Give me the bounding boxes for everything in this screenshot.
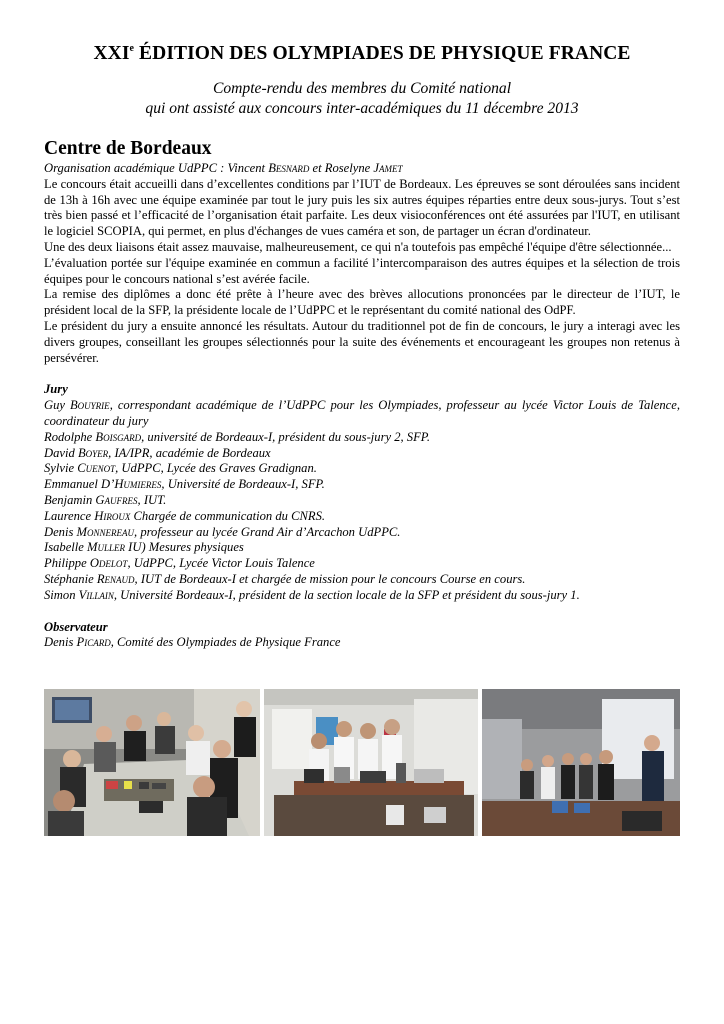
jury-examining-team-photo <box>44 689 260 836</box>
jury-member <box>44 588 680 604</box>
member-last-name: Humieres <box>114 477 162 492</box>
member-description: , IUT de Bordeaux-I et chargée de mission pour le concours Course en cours. <box>134 571 526 586</box>
member-last-name: Boyer <box>77 445 109 460</box>
jury-member <box>44 525 680 541</box>
paragraph: L’évaluation portée sur l'équipe examinée en commun a facilité l’intercomparaison des autres équipes et la sélection de trois équipes pour le concours national s’est avérée facile. <box>44 255 680 286</box>
member-first-name: Benjamin <box>44 492 96 507</box>
title-superscript: e <box>129 43 135 54</box>
organiser-name-1: Besnard <box>268 161 310 175</box>
member-last-name: Monnereau <box>76 524 135 539</box>
jury-list <box>44 398 680 603</box>
jury-member <box>44 398 680 430</box>
organisation-prefix: Organisation académique UdPPC : Vincent <box>44 161 269 175</box>
jury-member <box>44 493 680 509</box>
organisation-mid: et Roselyne <box>309 161 374 175</box>
subtitle-line-1: Compte-rendu des membres du Comité national <box>212 80 512 97</box>
member-last-name: Hiroux <box>94 508 131 523</box>
member-description: , UdPPC, Lycée des Graves Gradignan. <box>115 461 317 476</box>
organiser-name-2: Jamet <box>373 161 403 175</box>
observer-last-name: Picard <box>76 635 111 650</box>
member-last-name: Odelot <box>89 556 128 571</box>
jury-member <box>44 540 680 556</box>
observer-heading: Observateur <box>44 619 108 634</box>
jury-member <box>44 509 680 525</box>
member-description: , professeur au lycée Grand Air d’Arcachon UdPPC. <box>134 524 401 539</box>
paragraph: Une des deux liaisons était assez mauvaise, malheureusement, ce qui n'a toutefois pas empêché l'équipe d'être sélectionnée... <box>44 239 672 254</box>
member-first-name: Laurence <box>44 508 95 523</box>
paragraph: Le concours était accueilli dans d’excellentes conditions par l’IUT de Bordeaux. Les épreuves se sont déroulées sans incident de 13h à 16h avec une équipe examinée par tout le jury puis les six autres équipes réparties entre deux sous-jurys. Tout s’est très bien passé et l’efficacité de l’organisation était parfaite. Les deux visioconférences ont été assurées par l'IUT, en utilisant le logiciel SCOPIA, qui permet, en plus d'échanges de vues caméra et son, de partager un écran d'ordinateur. <box>44 176 680 239</box>
paragraph: La remise des diplômes a donc été prête à l’heure avec des brèves allocutions prononcées par le directeur de l’IUT, le président local de la SFP, la présidente locale de l’UdPPC et le représentant du comité national des OdPF. <box>44 287 680 318</box>
jury-member <box>44 477 680 493</box>
member-last-name: Boisgard <box>95 429 142 444</box>
member-last-name: Cuenot <box>77 461 116 476</box>
member-description: , UdPPC, Lycée Victor Louis Talence <box>127 556 315 571</box>
member-last-name: Bouyrie <box>69 398 110 413</box>
observer-first-name: Denis <box>44 635 77 650</box>
observer-description: , Comité des Olympiades de Physique France <box>110 635 341 650</box>
section-body <box>44 161 680 651</box>
member-description: IU) Mesures physiques <box>125 540 244 555</box>
observer-line <box>44 635 680 651</box>
member-description: , Université de Bordeaux-I, SFP. <box>161 477 325 492</box>
title-prefix: XXI <box>93 43 130 64</box>
organisation-line <box>44 161 680 177</box>
jury-member <box>44 461 680 477</box>
member-first-name: Denis <box>44 524 77 539</box>
member-last-name: Gaufres <box>95 492 138 507</box>
jury-member <box>44 446 680 462</box>
member-last-name: Renaud <box>96 571 135 586</box>
member-first-name: Sylvie <box>44 461 78 476</box>
subtitle-line-2: qui ont assisté aux concours inter-académiques du 11 décembre 2013 <box>145 100 579 117</box>
spacer <box>44 604 680 620</box>
member-description: Chargée de communication du CNRS. <box>130 508 326 523</box>
member-first-name: Philippe <box>44 556 90 571</box>
member-first-name: David <box>44 445 78 460</box>
member-first-name: Emmanuel D’ <box>44 477 115 492</box>
section-heading: Centre de Bordeaux <box>44 138 212 159</box>
title-rest: ÉDITION DES OLYMPIADES DE PHYSIQUE FRANCE <box>134 43 631 64</box>
students-at-experiment-bench-photo <box>264 689 478 836</box>
document-title <box>0 43 724 65</box>
jury-member <box>44 430 680 446</box>
photo-strip <box>44 689 680 836</box>
diploma-ceremony-photo <box>482 689 680 836</box>
member-description: , université de Bordeaux-I, président du sous-jury 2, SFP. <box>141 429 431 444</box>
member-description: , IA/IPR, académie de Bordeaux <box>108 445 271 460</box>
member-first-name: Rodolphe <box>44 429 96 444</box>
member-first-name: Guy <box>44 398 70 413</box>
document-subtitle <box>0 79 724 119</box>
member-description: , IUT. <box>137 492 167 507</box>
member-last-name: Villain <box>78 587 114 602</box>
member-description: , correspondant académique de l’UdPPC pour les Olympiades, professeur au lycée Victor Louis de Talence, coordinateur du jury <box>44 398 680 428</box>
jury-heading: Jury <box>44 382 68 397</box>
member-first-name: Stéphanie <box>44 571 97 586</box>
spacer <box>44 366 680 382</box>
paragraph: Le président du jury a ensuite annoncé les résultats. Autour du traditionnel pot de fin de concours, le jury a interagi avec les divers groupes, conseillant les groupes sélectionnés pour la suite des événements et encourageant les groupes non retenus à persévérer. <box>44 318 680 365</box>
member-last-name: Muller <box>87 540 126 555</box>
member-first-name: Isabelle <box>44 540 88 555</box>
member-first-name: Simon <box>44 587 79 602</box>
jury-member <box>44 556 680 572</box>
member-description: , Université Bordeaux-I, président de la section locale de la SFP et président du sous-jury 1. <box>113 587 580 602</box>
jury-member <box>44 572 680 588</box>
